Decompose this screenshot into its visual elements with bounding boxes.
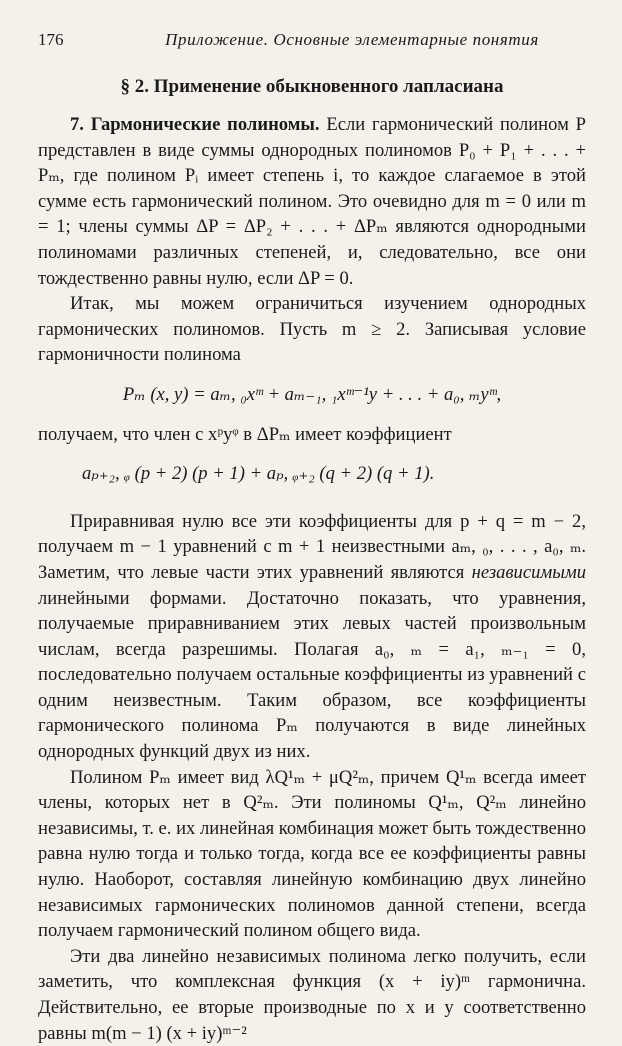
- paragraph-harmonic-polynomials: [38, 112, 586, 291]
- section-title: § 2. Применение обыкновенного лапласиана: [120, 76, 504, 97]
- paragraph-coefficient: получаем, что член с xᵖyᵠ в ΔPₘ имеет коэффициент: [38, 423, 452, 445]
- formula-coefficient: aₚ₊₂, ᵩ (p + 2) (p + 1) + aₚ, ᵩ₊₂ (q + 2) (q + 1).: [82, 463, 435, 485]
- page-header: [38, 30, 586, 56]
- paragraph-complex-function: Эти два линейно независимых полинома легко получить, если заметить, что комплексная функция (x + iy)ᵐ гармонична. Действительно, ее вторые производные по x и y соответственно равны m(m − 1) (x + iy)ᵐ⁻²: [38, 945, 586, 1044]
- page-number: 176: [38, 30, 64, 49]
- paragraph-linear-independence: Полином Pₘ имеет вид λQ¹ₘ + μQ²ₘ, причем Q¹ₘ всегда имеет члены, которых нет в Q²ₘ. Эти полиномы Q¹ₘ, Q²ₘ линейно независимы, т. е. их линейная комбинация может быть тождественно равна нулю тогда и только тогда, когда все ее коэффициенты равны нулю. Наоборот, составляя линейную комбинацию двух линейно независимых гармонических полиномов данной степени, всегда получаем гармонический полином общего вида.: [38, 766, 586, 942]
- paragraph-homogeneous: Итак, мы можем ограничиться изучением однородных гармонических полиномов. Пусть m ≥ 2. Записывая условие гармоничности полинома: [38, 293, 586, 366]
- formula-polynomial: Pₘ (x, y) = aₘ, ₀xᵐ + aₘ₋₁, ₁xᵐ⁻¹y + . . . + a₀, ₘyᵐ,: [122, 383, 502, 405]
- paragraph-text: линейными формами. Достаточно показать, что уравнения, получаемые приравниванием этих левых частей произвольным числам, всегда разрешимы. Полагая a₀, ₘ = a₁, ₘ₋₁ = 0, последовательно получаем остальные коэффициенты из уравнений с одним неизвестным. Таким образом, все коэффициенты гармонического полинома Pₘ получаются в виде линейных однородных функций двух из них.: [38, 587, 586, 763]
- paragraph-text: Если гармонический полином P представлен в виде суммы однородных полиномов P₀ + P₁ + . . . + Pₘ, где полином Pᵢ имеет степень i, то каждое слагаемое в этой сумме есть гармонический полином. Это очевидно для m = 0 или m = 1; члены суммы ΔP = ΔP₂ + . . . + ΔPₘ являются однородными полиномами различных степеней, и, следовательно, все они тождественно равны нулю, если ΔP = 0.: [38, 114, 586, 289]
- subsection-heading: 7. Гармонические полиномы.: [70, 114, 320, 135]
- paragraph-text: Приравнивая нулю все эти коэффициенты для p + q = m − 2, получаем m − 1 уравнений с m + 1 неизвестными aₘ, ₀, . . . , a₀, ₘ. Заметим, что левые части этих уравнений являются: [38, 510, 586, 583]
- book-page: [38, 30, 586, 1046]
- running-head: Приложение. Основные элементарные понятия: [165, 30, 539, 49]
- emphasis-text: независимыми: [471, 561, 586, 583]
- paragraph-equations: [38, 509, 586, 765]
